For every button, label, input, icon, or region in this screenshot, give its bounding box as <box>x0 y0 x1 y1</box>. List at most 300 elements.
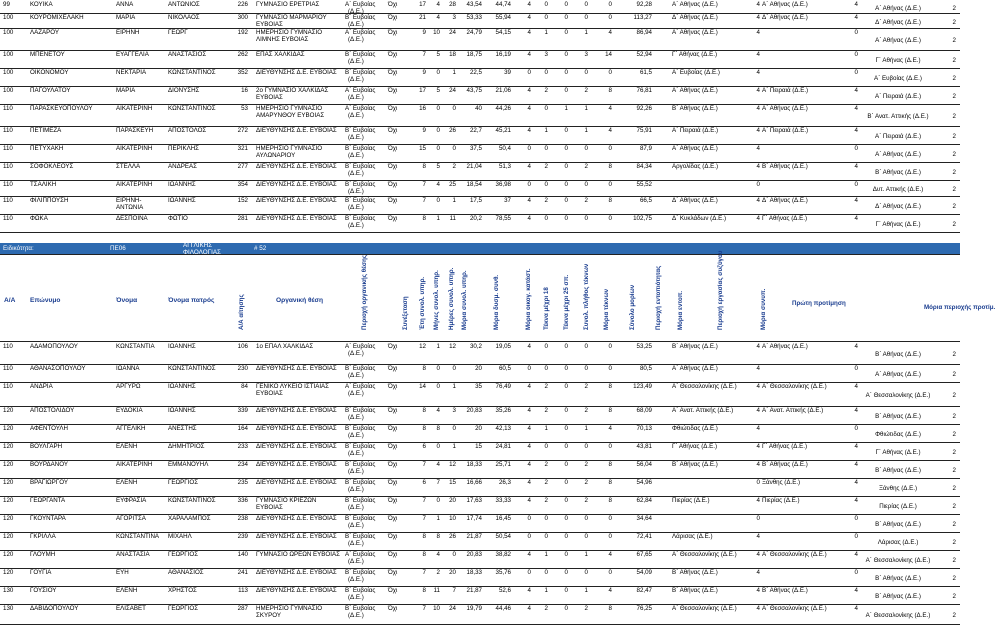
header-vertical-8: Τέκνα μέχρι 18 <box>543 287 550 330</box>
cell-ent: Α΄ Ευβοίας (Δ.Ε.) <box>672 69 720 76</box>
cell-syz: Β΄ Αθήνας (Δ.Ε.) <box>762 461 808 468</box>
cell-mt: 0 <box>608 181 612 188</box>
cell-y: 17 <box>419 1 426 8</box>
cell-tt: 0 <box>584 181 588 188</box>
cell-sx: Όχι <box>388 587 398 594</box>
cell-nm: ΑΙΚΑΤΕΡΙΝΗ <box>116 181 153 188</box>
cell-mpref: 2 <box>952 221 956 228</box>
cell-m: 4 <box>436 461 440 468</box>
cell-ment: 4 <box>756 497 760 504</box>
cell-mpref: 2 <box>952 371 956 378</box>
cell-org: ΕΠΑΣ ΧΑΛΚΙΔΑΣ <box>256 51 305 58</box>
cell-pref: Γ΄ Αθήνας (Δ.Ε.) <box>875 57 921 64</box>
cell-tt: 2 <box>584 461 588 468</box>
cell-tt: 0 <box>584 533 588 540</box>
cell-nm: ΕΛΕΝΗ <box>116 587 138 594</box>
cell-pref: Α΄ Θεσσαλονίκης (Δ.Ε.) <box>865 557 931 564</box>
cell-tt: 1 <box>584 127 588 134</box>
cell-dysm: 52,6 <box>498 587 511 594</box>
table-row <box>0 104 960 127</box>
header-vertical-9: Τέκνα μέχρι 25 σπ. <box>563 274 570 330</box>
cell-pref: Β΄ Αθήνας (Δ.Ε.) <box>875 467 921 474</box>
cell-tot: 55,52 <box>636 181 652 188</box>
cell-oik: 4 <box>527 127 531 134</box>
cell-oik: 4 <box>527 497 531 504</box>
cell-oik: 4 <box>527 1 531 8</box>
cell-mt: 4 <box>608 425 612 432</box>
cell-mpref: 2 <box>952 18 956 26</box>
cell-pts: 19,79 <box>466 605 482 612</box>
cell-d: 1 <box>452 443 456 450</box>
cell-fa: ΔΗΜΗΤΡΙΟΣ <box>168 443 205 450</box>
cell-t25: 0 <box>564 383 568 390</box>
cell-mpref: 2 <box>952 521 956 528</box>
cell-fa: ΧΑΡΑΛΑΜΠΟΣ <box>168 515 211 522</box>
cell-ment: 0 <box>756 515 760 522</box>
cell-sx: Όχι <box>388 515 398 522</box>
cell-d: 11 <box>449 215 456 222</box>
cell-pts: 22,7 <box>469 127 482 134</box>
cell-pts: 15 <box>475 443 482 450</box>
cell-ment: 0 <box>756 479 760 486</box>
cell-sur: ΠΑΓΟΥΛΑΤΟΥ <box>30 87 71 94</box>
header-vertical-6: Μόρια δυσμ. συνθ. <box>493 274 500 330</box>
header-vertical-0: Περιοχή οργανικής θέσης <box>361 254 368 330</box>
cell-org: ΓΥΜΝΑΣΙΟ ΚΡΙΕΖΩΝ ΕΥΒΟΙΑΣ <box>256 497 317 512</box>
cell-t25: 0 <box>564 127 568 134</box>
cell-t18: 0 <box>544 1 548 8</box>
cell-m: 5 <box>436 87 440 94</box>
cell-oik: 4 <box>527 479 531 486</box>
cell-area-sub: (Δ.Ε.) <box>348 8 364 15</box>
cell-ent: Α΄ Αθήνας (Δ.Ε.) <box>672 145 718 152</box>
cell-t18: 0 <box>544 343 548 350</box>
cell-y: 15 <box>419 145 426 152</box>
cell-sx: Όχι <box>388 425 398 432</box>
cell-ent: Φθιώτιδας (Δ.Ε.) <box>672 425 718 432</box>
cell-pref: Λάρισας (Δ.Ε.) <box>877 539 919 546</box>
cell-area: Β΄ Ευβοίας <box>345 197 376 204</box>
cell-tot: 67,65 <box>636 551 652 558</box>
cell-pts: 37,5 <box>469 145 482 152</box>
cell-area: Α΄ Ευβοίας <box>345 551 376 558</box>
specialty-code: ΠΕ06 <box>110 245 126 252</box>
cell-tot: 102,75 <box>633 215 652 222</box>
cell-org: ΔΙΕΥΘΥΝΣΗΣ Δ.Ε. ΕΥΒΟΙΑΣ <box>256 197 337 204</box>
cell-mpref: 2 <box>952 351 956 358</box>
cell-sx: Όχι <box>388 365 398 372</box>
cell-tot: 92,26 <box>636 105 652 112</box>
cell-t25: 0 <box>564 69 568 76</box>
cell-t25: 0 <box>564 533 568 540</box>
cell-t18: 2 <box>544 497 548 504</box>
cell-area-sub: (Δ.Ε.) <box>348 152 364 159</box>
cell-dysm: 35,26 <box>495 407 511 414</box>
cell-sur: ΦΙΛΙΠΠΟΥΣΗ <box>30 197 69 204</box>
cell-tot: 82,47 <box>636 587 652 594</box>
cell-fa: ΔΙΟΝΥΣΗΣ <box>168 87 200 94</box>
cell-aa: 99 <box>3 1 10 8</box>
table-row <box>0 50 960 69</box>
cell-m: 10 <box>433 29 440 36</box>
cell-pts: 20,83 <box>466 551 482 558</box>
cell-pref: Δ΄ Αθήνας (Δ.Ε.) <box>875 203 921 210</box>
cell-t18: 0 <box>544 181 548 188</box>
cell-sx: Όχι <box>388 14 398 21</box>
cell-am: 300 <box>237 14 248 21</box>
cell-y: 9 <box>422 69 426 76</box>
cell-aa: 120 <box>3 497 14 504</box>
cell-sur: ΑΔΑΜΟΠΟΥΛΟΥ <box>30 343 78 350</box>
cell-ent: Αργολίδας (Δ.Ε.) <box>672 163 719 170</box>
cell-ment: 4 <box>756 87 760 94</box>
cell-ent: Α΄ Πειραιά (Δ.Ε.) <box>672 127 719 134</box>
cell-aa: 100 <box>3 14 14 21</box>
header-org: Οργανική θέση <box>276 297 324 304</box>
cell-mpref: 2 <box>952 485 956 492</box>
cell-aa: 100 <box>3 69 14 76</box>
cell-pts: 21,87 <box>466 533 482 540</box>
cell-org: ΔΙΕΥΘΥΝΣΗΣ Δ.Ε. ΕΥΒΟΙΑΣ <box>256 515 337 522</box>
cell-fa: ΑΝΤΩΝΙΟΣ <box>168 1 200 8</box>
table-row <box>0 406 960 425</box>
cell-area: Α΄ Ευβοίας <box>345 29 376 36</box>
cell-d: 28 <box>449 1 456 8</box>
cell-ment: 4 <box>756 365 760 372</box>
cell-oik: 4 <box>527 443 531 450</box>
cell-y: 7 <box>422 197 426 204</box>
cell-syz: Α΄ Πειραιά (Δ.Ε.) <box>762 127 809 134</box>
cell-y: 8 <box>422 533 426 540</box>
cell-pts: 43,54 <box>466 1 482 8</box>
cell-t18: 1 <box>544 587 548 594</box>
cell-ent: Γ΄ Αθήνας (Δ.Ε.) <box>672 443 718 450</box>
cell-oik: 4 <box>527 605 531 612</box>
cell-tot: 75,91 <box>636 127 652 134</box>
cell-m: 0 <box>436 69 440 76</box>
cell-mt: 0 <box>608 443 612 450</box>
cell-msyz: 0 <box>854 569 858 576</box>
cell-tt: 0 <box>584 443 588 450</box>
cell-t18: 0 <box>544 69 548 76</box>
cell-mpref: 2 <box>952 557 956 564</box>
cell-y: 12 <box>419 343 426 350</box>
cell-y: 7 <box>422 51 426 58</box>
cell-d: 1 <box>452 383 456 390</box>
cell-area: Β΄ Ευβοίας <box>345 145 376 152</box>
cell-aa: 100 <box>3 87 14 94</box>
cell-ent: Δ΄ Αθήνας (Δ.Ε.) <box>672 197 718 204</box>
cell-sx: Όχι <box>388 479 398 486</box>
header-am: Α/Α αίτησης <box>238 294 245 330</box>
cell-m: 1 <box>436 343 440 350</box>
header-surname: Επώνυμο <box>30 297 61 304</box>
cell-mpref: 2 <box>952 113 956 120</box>
cell-fa: ΓΕΩΡΓΙΟΣ <box>168 479 199 486</box>
cell-sx: Όχι <box>388 569 398 576</box>
cell-area-sub: (Δ.Ε.) <box>348 390 364 397</box>
cell-am: 321 <box>237 145 248 152</box>
cell-am: 239 <box>237 533 248 540</box>
cell-pts: 20,83 <box>466 407 482 414</box>
cell-area-sub: (Δ.Ε.) <box>348 432 364 439</box>
cell-syz: Α΄ Θεσσαλονίκης (Δ.Ε.) <box>762 605 827 612</box>
cell-am: 16 <box>241 87 248 94</box>
cell-dysm: 44,74 <box>495 1 511 8</box>
cell-tot: 72,41 <box>636 533 652 540</box>
cell-dysm: 24,81 <box>495 443 511 450</box>
cell-aa: 100 <box>3 51 14 58</box>
cell-oik: 0 <box>527 69 531 76</box>
cell-ent: Β΄ Αθήνας (Δ.Ε.) <box>672 569 718 576</box>
cell-org: ΔΙΕΥΘΥΝΣΗΣ Δ.Ε. ΕΥΒΟΙΑΣ <box>256 533 337 540</box>
cell-dysm: 54,15 <box>495 29 511 36</box>
cell-d: 12 <box>449 461 456 468</box>
cell-nm: ΕΛΕΝΗ <box>116 479 138 486</box>
cell-msyz: 4 <box>854 14 858 21</box>
cell-tot: 87,9 <box>639 145 652 152</box>
cell-area: Β΄ Ευβοίας <box>345 425 376 432</box>
cell-msyz: 4 <box>854 443 858 450</box>
cell-tt: 1 <box>584 29 588 36</box>
cell-mpref: 2 <box>952 203 956 210</box>
cell-mt: 8 <box>608 383 612 390</box>
cell-dysm: 16,19 <box>495 51 511 58</box>
cell-pts: 21,04 <box>466 163 482 170</box>
cell-aa: 120 <box>3 533 14 540</box>
cell-nm: ΕΥΑΓΓΕΛΙΑ <box>116 51 149 58</box>
cell-d: 2 <box>452 163 456 170</box>
cell-m: 0 <box>436 383 440 390</box>
cell-syz: Α΄ Αθήνας (Δ.Ε.) <box>762 1 808 8</box>
cell-sur: ΠΕΤΙΜΕΖΑ <box>30 127 62 134</box>
specialty-bar <box>0 242 960 257</box>
cell-t18: 1 <box>544 127 548 134</box>
cell-mt: 8 <box>608 87 612 94</box>
cell-area-sub: (Δ.Ε.) <box>348 522 364 529</box>
cell-m: 4 <box>436 181 440 188</box>
cell-pref: Α΄ Αθήνας (Δ.Ε.) <box>875 371 921 378</box>
cell-oik: 0 <box>527 515 531 522</box>
cell-aa: 110 <box>3 145 13 152</box>
cell-sx: Όχι <box>388 1 398 8</box>
cell-t18: 1 <box>544 29 548 36</box>
cell-mpref: 2 <box>952 392 956 399</box>
cell-pref: Α΄ Ευβοίας (Δ.Ε.) <box>874 75 922 82</box>
cell-area: Β΄ Ευβοίας <box>345 533 376 540</box>
cell-sur: ΑΦΕΝΤΟΥΛΗ <box>30 425 69 432</box>
table-row <box>0 586 960 605</box>
cell-msyz: 0 <box>854 365 858 372</box>
cell-area: Β΄ Ευβοίας <box>345 215 376 222</box>
cell-mpref: 2 <box>952 575 956 582</box>
cell-area: Β΄ Ευβοίας <box>345 515 376 522</box>
cell-tot: 76,81 <box>636 87 652 94</box>
cell-t18: 3 <box>544 51 548 58</box>
cell-am: 354 <box>237 181 248 188</box>
cell-tot: 54,96 <box>636 479 652 486</box>
cell-fa: ΓΕΩΡΓΙΟΣ <box>168 551 199 558</box>
cell-t25: 0 <box>564 587 568 594</box>
cell-dysm: 25,71 <box>495 461 511 468</box>
cell-sx: Όχι <box>388 497 398 504</box>
cell-ent: Β΄ Αθήνας (Δ.Ε.) <box>672 343 718 350</box>
cell-org: ΔΙΕΥΘΥΝΣΗΣ Δ.Ε. ΕΥΒΟΙΑΣ <box>256 163 337 170</box>
cell-oik: 4 <box>527 461 531 468</box>
cell-mpref: 2 <box>952 186 956 193</box>
cell-y: 9 <box>422 29 426 36</box>
cell-sx: Όχι <box>388 51 398 58</box>
cell-oik: 4 <box>527 51 531 58</box>
cell-pts: 17,5 <box>469 197 482 204</box>
cell-am: 106 <box>237 343 248 350</box>
cell-y: 14 <box>419 383 426 390</box>
cell-nm: ΑΡΓΥΡΩ <box>116 383 141 390</box>
cell-mpref: 2 <box>952 169 956 176</box>
cell-oik: 4 <box>527 551 531 558</box>
cell-ment: 4 <box>756 51 760 58</box>
cell-sur: ΓΕΩΡΓΑΝΤΑ <box>30 497 66 504</box>
cell-nm: ΑΙΚΑΤΕΡΙΝΗ <box>116 105 153 112</box>
cell-nm: ΕΥΗ <box>116 569 129 576</box>
cell-t25: 0 <box>564 163 568 170</box>
cell-y: 7 <box>422 569 426 576</box>
header-vertical-17: Πρώτη προτίμηση <box>792 300 846 307</box>
cell-t25: 0 <box>564 87 568 94</box>
cell-ent: Α΄ Θεσσαλονίκης (Δ.Ε.) <box>672 605 737 612</box>
cell-nm: ΕΙΡΗΝΗ <box>116 29 140 36</box>
cell-t18: 2 <box>544 407 548 414</box>
cell-sx: Όχι <box>388 87 398 94</box>
cell-org: ΔΙΕΥΘΥΝΣΗΣ Δ.Ε. ΕΥΒΟΙΑΣ <box>256 215 337 222</box>
cell-am: 339 <box>237 407 248 414</box>
cell-fa: ΚΩΝΣΤΑΝΤΙΝΟΣ <box>168 365 216 372</box>
cell-am: 336 <box>237 497 248 504</box>
cell-t25: 0 <box>564 14 568 21</box>
table-row <box>0 162 960 181</box>
cell-fa: ΑΘΑΝΑΣΙΟΣ <box>168 569 204 576</box>
cell-area-sub: (Δ.Ε.) <box>348 612 364 619</box>
cell-mt: 0 <box>608 69 612 76</box>
cell-tot: 43,81 <box>636 443 652 450</box>
cell-t18: 2 <box>544 461 548 468</box>
cell-msyz: 4 <box>854 163 858 170</box>
cell-t25: 0 <box>564 343 568 350</box>
cell-t25: 0 <box>564 29 568 36</box>
cell-d: 26 <box>449 533 456 540</box>
cell-tt: 2 <box>584 197 588 204</box>
cell-dysm: 33,33 <box>495 497 511 504</box>
cell-nm: ΑΙΚΑΤΕΡΙΝΗ <box>116 461 153 468</box>
cell-m: 0 <box>436 197 440 204</box>
cell-pref: Ξάνθης (Δ.Ε.) <box>878 485 918 492</box>
cell-am: 352 <box>237 69 248 76</box>
cell-aa: 110 <box>3 197 13 204</box>
cell-dysm: 42,13 <box>495 425 511 432</box>
cell-msyz: 4 <box>854 605 858 612</box>
cell-mt: 4 <box>608 551 612 558</box>
cell-t18: 2 <box>544 197 548 204</box>
cell-oik: 4 <box>527 383 531 390</box>
cell-y: 7 <box>422 515 426 522</box>
table-row <box>0 550 960 569</box>
cell-area: Β΄ Ευβοίας <box>345 461 376 468</box>
cell-tt: 2 <box>584 479 588 486</box>
cell-t18: 0 <box>544 443 548 450</box>
cell-ent: Α΄ Αθήνας (Δ.Ε.) <box>672 87 718 94</box>
cell-ment: 4 <box>756 605 760 612</box>
cell-sur: ΠΑΡΑΣΚΕΥΟΠΟΥΛΟΥ <box>30 105 93 112</box>
specialty-label: Ειδικότητα: <box>3 245 34 252</box>
cell-oik: 4 <box>527 407 531 414</box>
cell-d: 0 <box>452 551 456 558</box>
cell-am: 53 <box>241 105 248 112</box>
cell-area: Β΄ Ευβοίας <box>345 605 376 612</box>
cell-dysm: 44,26 <box>495 105 511 112</box>
cell-area-sub: (Δ.Ε.) <box>348 94 364 101</box>
cell-org: ΓΥΜΝΑΣΙΟ ΕΡΕΤΡΙΑΣ <box>256 1 320 8</box>
cell-nm: ΑΝΝΑ <box>116 1 134 8</box>
cell-pref: Γ΄ Αθήνας (Δ.Ε.) <box>875 449 921 456</box>
cell-area: Β΄ Ευβοίας <box>345 181 376 188</box>
cell-d: 0 <box>452 425 456 432</box>
cell-org: ΔΙΕΥΘΥΝΣΗΣ Δ.Ε. ΕΥΒΟΙΑΣ <box>256 69 337 76</box>
cell-area-sub: (Δ.Ε.) <box>348 222 364 229</box>
cell-t18: 1 <box>544 425 548 432</box>
header-vertical-2: Έτη συνολ. υπηρ. <box>419 276 426 330</box>
cell-t25: 0 <box>564 1 568 8</box>
cell-org: ΔΙΕΥΘΥΝΣΗΣ Δ.Ε. ΕΥΒΟΙΑΣ <box>256 461 337 468</box>
cell-pref: Β΄ Αθήνας (Δ.Ε.) <box>875 521 921 528</box>
cell-ment: 4 <box>756 163 760 170</box>
cell-pref: Α΄ Θεσσαλονίκης (Δ.Ε.) <box>865 612 931 619</box>
cell-syz: Α΄ Θεσσαλονίκης (Δ.Ε.) <box>762 551 827 558</box>
cell-ent: Β΄ Αθήνας (Δ.Ε.) <box>672 105 718 112</box>
cell-dysm: 44,46 <box>495 605 511 612</box>
cell-fa: ΠΕΡΙΚΛΗΣ <box>168 145 199 152</box>
cell-nm: ΔΕΣΠΟΙΝΑ <box>116 215 148 222</box>
cell-msyz: 4 <box>854 197 858 204</box>
cell-m: 0 <box>436 497 440 504</box>
table-row <box>0 496 960 515</box>
cell-area-sub: (Δ.Ε.) <box>348 170 364 177</box>
cell-t25: 1 <box>564 105 568 112</box>
cell-aa: 110 <box>3 343 13 350</box>
cell-sx: Όχι <box>388 383 398 390</box>
cell-sx: Όχι <box>388 443 398 450</box>
cell-t18: 0 <box>544 365 548 372</box>
cell-tt: 0 <box>584 1 588 8</box>
cell-nm: ΣΤΕΛΛΑ <box>116 163 141 170</box>
cell-aa: 120 <box>3 569 14 576</box>
cell-y: 7 <box>422 605 426 612</box>
cell-sx: Όχι <box>388 343 398 350</box>
cell-t25: 0 <box>564 407 568 414</box>
cell-msyz: 4 <box>854 551 858 558</box>
cell-d: 1 <box>452 69 456 76</box>
cell-d: 3 <box>452 14 456 21</box>
cell-aa: 120 <box>3 515 14 522</box>
cell-area: Α΄ Ευβοίας <box>345 105 376 112</box>
cell-tot: 61,5 <box>639 69 652 76</box>
cell-am: 241 <box>237 569 248 576</box>
cell-aa: 120 <box>3 551 14 558</box>
cell-area-sub: (Δ.Ε.) <box>348 350 364 357</box>
cell-aa: 100 <box>3 29 14 36</box>
cell-tot: 52,94 <box>636 51 652 58</box>
cell-pref: Α΄ Πειραιά (Δ.Ε.) <box>874 93 922 100</box>
cell-oik: 4 <box>527 14 531 21</box>
